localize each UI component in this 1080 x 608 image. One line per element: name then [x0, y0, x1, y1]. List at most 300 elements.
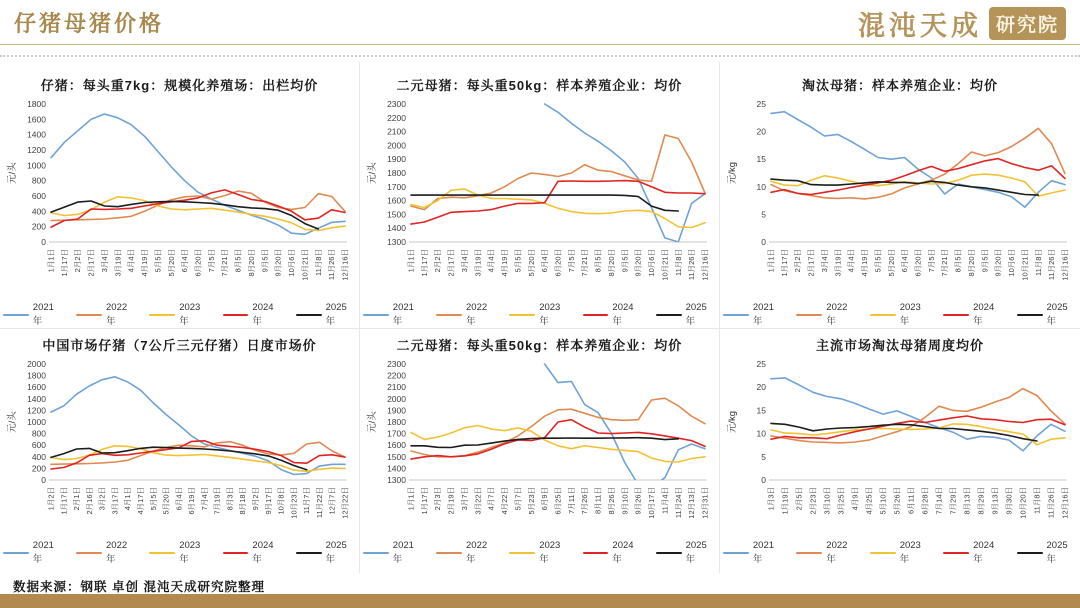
- svg-text:1400: 1400: [26, 393, 46, 404]
- svg-text:9月30日: 9月30日: [1004, 487, 1014, 515]
- legend-label: 2023年: [899, 302, 921, 327]
- svg-text:5月5日: 5月5日: [148, 487, 158, 511]
- svg-text:9月20日: 9月20日: [273, 249, 283, 277]
- chart-canvas: [724, 96, 1076, 304]
- svg-text:11月26日: 11月26日: [686, 249, 696, 281]
- legend-item: [656, 540, 716, 565]
- svg-text:2000: 2000: [26, 359, 46, 369]
- svg-text:7月21日: 7月21日: [219, 249, 229, 277]
- svg-text:1700: 1700: [386, 428, 406, 439]
- svg-text:5月5日: 5月5日: [152, 249, 162, 273]
- svg-text:8月18日: 8月18日: [237, 487, 247, 515]
- legend-item: [76, 540, 136, 565]
- legend-label: 2022年: [106, 302, 128, 327]
- legend-label: 2021年: [752, 540, 775, 565]
- svg-text:2100: 2100: [386, 382, 406, 393]
- svg-text:3月19日: 3月19日: [472, 249, 482, 277]
- legend-swatch: [363, 314, 389, 316]
- chart-cell-binary-sow-weekly: [360, 61, 720, 329]
- chart-legend: [363, 302, 716, 327]
- svg-text:6月9日: 6月9日: [539, 487, 549, 511]
- svg-text:2月17日: 2月17日: [86, 249, 96, 277]
- svg-text:7月5日: 7月5日: [206, 249, 216, 273]
- legend-label: 2021年: [392, 302, 414, 327]
- brand-logo: [858, 4, 1066, 43]
- legend-label: 2025年: [685, 302, 707, 327]
- svg-text:11月4日: 11月4日: [659, 487, 669, 514]
- svg-text:1月17日: 1月17日: [779, 249, 789, 277]
- legend-swatch: [943, 552, 969, 554]
- svg-text:8月5日: 8月5日: [953, 249, 963, 273]
- legend-swatch: [796, 552, 822, 554]
- svg-text:1300: 1300: [386, 475, 406, 485]
- svg-text:9月2日: 9月2日: [250, 487, 260, 511]
- svg-text:5月20日: 5月20日: [526, 249, 536, 277]
- svg-text:10月21日: 10月21日: [659, 249, 669, 281]
- svg-text:1300: 1300: [386, 237, 406, 247]
- legend-swatch: [656, 552, 682, 554]
- svg-text:6月4日: 6月4日: [539, 249, 549, 273]
- svg-text:12月16日: 12月16日: [1060, 487, 1070, 519]
- svg-text:12月31日: 12月31日: [700, 487, 709, 519]
- svg-text:1月1日: 1月1日: [46, 249, 55, 273]
- legend-label: 2025年: [1046, 302, 1068, 327]
- legend-item: [796, 540, 856, 565]
- svg-text:5: 5: [761, 451, 766, 462]
- svg-text:10月6日: 10月6日: [1007, 249, 1017, 277]
- legend-swatch: [656, 314, 682, 316]
- svg-text:15: 15: [756, 405, 766, 416]
- legend-swatch: [436, 314, 462, 316]
- svg-text:3月19日: 3月19日: [833, 249, 843, 277]
- svg-text:6月20日: 6月20日: [913, 249, 923, 277]
- svg-text:1800: 1800: [26, 370, 46, 381]
- legend-swatch: [363, 552, 389, 554]
- svg-text:0: 0: [761, 237, 766, 247]
- svg-text:2月17日: 2月17日: [446, 249, 456, 277]
- svg-text:1月17日: 1月17日: [419, 249, 429, 277]
- svg-text:0: 0: [40, 475, 46, 485]
- svg-text:7月11日: 7月11日: [566, 487, 576, 514]
- svg-text:5月7日: 5月7日: [512, 487, 522, 511]
- legend-item: [583, 540, 643, 565]
- svg-text:10月20日: 10月20日: [1018, 487, 1028, 519]
- svg-text:6月4日: 6月4日: [173, 487, 183, 511]
- svg-text:1月2日: 1月2日: [46, 487, 55, 511]
- chart-grid-row-2: [0, 329, 1080, 573]
- svg-text:1月17日: 1月17日: [419, 487, 429, 515]
- svg-text:1800: 1800: [386, 168, 406, 178]
- brand-logo-text: 混沌天成: [857, 11, 982, 41]
- svg-text:8月5日: 8月5日: [593, 249, 603, 273]
- svg-text:20: 20: [756, 382, 766, 393]
- svg-text:8月20日: 8月20日: [966, 248, 976, 277]
- svg-text:3月10日: 3月10日: [822, 487, 832, 515]
- svg-text:12月7日: 12月7日: [327, 487, 337, 515]
- legend-swatch: [796, 314, 822, 316]
- svg-text:1800: 1800: [26, 99, 46, 109]
- svg-text:1000: 1000: [26, 160, 46, 171]
- svg-text:7月21日: 7月21日: [940, 249, 950, 277]
- svg-text:7月14日: 7月14日: [934, 487, 944, 515]
- svg-text:8月26日: 8月26日: [606, 487, 616, 515]
- svg-text:3月4日: 3月4日: [99, 249, 109, 273]
- svg-text:1400: 1400: [26, 129, 46, 140]
- legend-swatch: [583, 552, 609, 554]
- svg-text:10月21日: 10月21日: [1020, 249, 1030, 281]
- svg-text:10: 10: [756, 181, 766, 192]
- svg-text:6月20日: 6月20日: [553, 249, 562, 277]
- legend-swatch: [296, 552, 322, 554]
- svg-text:1600: 1600: [26, 114, 46, 125]
- chart-title: 主流市场淘汰母猪周度均价: [815, 338, 984, 353]
- chart-title: 仔猪：每头重7kg：规模化养殖场：出栏均价: [40, 78, 319, 93]
- svg-text:元/头: 元/头: [6, 162, 18, 184]
- legend-item: [436, 540, 496, 565]
- chart-canvas: [364, 356, 716, 542]
- legend-swatch: [509, 314, 535, 316]
- legend-label: 2022年: [826, 540, 848, 565]
- legend-swatch: [943, 314, 969, 316]
- svg-text:1600: 1600: [26, 382, 46, 393]
- chart-cell-piglet-weekly: [0, 61, 360, 329]
- legend-item: [870, 302, 930, 327]
- legend-swatch: [870, 314, 896, 316]
- legend-label: 2023年: [179, 540, 201, 565]
- chart-legend: [3, 302, 356, 327]
- legend-swatch: [76, 552, 102, 554]
- legend-item: [436, 302, 496, 327]
- chart-title: 中国市场仔猪（7公斤三元仔猪）日度市场价: [42, 338, 317, 353]
- svg-text:8月13日: 8月13日: [962, 487, 972, 515]
- chart-cell-cull-sow-weekly-avg: [720, 329, 1080, 573]
- svg-text:9月20日: 9月20日: [993, 249, 1003, 277]
- svg-text:11月8日: 11月8日: [673, 249, 683, 276]
- svg-text:4月4日: 4月4日: [846, 249, 856, 273]
- svg-text:2月2日: 2月2日: [793, 249, 803, 273]
- chart-legend: [723, 302, 1077, 327]
- svg-text:6月20日: 6月20日: [193, 249, 202, 277]
- brand-logo-badge: 研究院: [989, 7, 1066, 40]
- legend-item: [149, 302, 209, 327]
- svg-text:11月7日: 11月7日: [301, 487, 311, 514]
- svg-text:25: 25: [756, 99, 766, 109]
- svg-text:8月29日: 8月29日: [976, 487, 986, 515]
- legend-label: 2021年: [752, 302, 775, 327]
- svg-text:7月29日: 7月29日: [948, 487, 958, 515]
- legend-swatch: [76, 314, 102, 316]
- legend-label: 2023年: [539, 302, 561, 327]
- svg-text:400: 400: [31, 451, 46, 462]
- legend-swatch: [1017, 314, 1043, 316]
- svg-text:3月4日: 3月4日: [819, 249, 829, 273]
- legend-item: [656, 302, 716, 327]
- svg-text:12月16日: 12月16日: [700, 249, 709, 281]
- svg-text:10月23日: 10月23日: [288, 487, 298, 519]
- svg-text:2100: 2100: [386, 126, 406, 137]
- legend-label: 2024年: [612, 302, 634, 327]
- svg-text:1月17日: 1月17日: [58, 487, 68, 515]
- svg-text:10月21日: 10月21日: [299, 249, 309, 281]
- svg-text:7月5日: 7月5日: [926, 249, 936, 273]
- legend-swatch: [296, 314, 322, 316]
- legend-swatch: [223, 314, 249, 316]
- svg-text:9月10日: 9月10日: [619, 487, 629, 515]
- svg-text:5月26日: 5月26日: [892, 487, 902, 515]
- legend-item: [363, 540, 423, 565]
- legend-swatch: [583, 314, 609, 316]
- chart-canvas: [4, 96, 356, 304]
- chart-grid-row-1: [0, 61, 1080, 329]
- svg-text:8月3日: 8月3日: [224, 487, 234, 511]
- legend-item: [296, 302, 356, 327]
- svg-text:4月9日: 4月9日: [850, 487, 860, 511]
- svg-text:6月19日: 6月19日: [186, 487, 196, 515]
- svg-text:2300: 2300: [386, 359, 406, 369]
- svg-text:1800: 1800: [386, 417, 406, 427]
- svg-text:11月8日: 11月8日: [1033, 249, 1043, 276]
- legend-swatch: [723, 314, 749, 316]
- svg-text:3月22日: 3月22日: [472, 487, 482, 515]
- svg-text:7月5日: 7月5日: [566, 249, 576, 273]
- legend-item: [3, 540, 63, 565]
- svg-text:9月13日: 9月13日: [990, 487, 1000, 515]
- svg-text:12月22日: 12月22日: [340, 487, 349, 519]
- svg-text:200: 200: [31, 221, 46, 232]
- svg-text:2月3日: 2月3日: [432, 487, 442, 511]
- svg-text:200: 200: [31, 463, 46, 474]
- legend-item: [509, 540, 569, 565]
- legend-label: 2025年: [685, 540, 707, 565]
- chart-canvas: [4, 356, 356, 542]
- legend-item: [1017, 540, 1077, 565]
- legend-swatch: [870, 552, 896, 554]
- legend-swatch: [149, 552, 175, 554]
- svg-text:1900: 1900: [386, 405, 406, 416]
- chart-legend: [3, 540, 356, 565]
- svg-text:1200: 1200: [26, 405, 46, 416]
- svg-text:1500: 1500: [386, 451, 406, 462]
- chart-canvas: [364, 96, 716, 304]
- svg-text:2月1日: 2月1日: [71, 487, 81, 511]
- legend-swatch: [3, 552, 29, 554]
- svg-text:6月4日: 6月4日: [179, 249, 189, 273]
- svg-text:11月24日: 11月24日: [673, 487, 683, 519]
- legend-swatch: [436, 552, 462, 554]
- legend-label: 2023年: [899, 540, 921, 565]
- svg-text:1600: 1600: [386, 440, 406, 451]
- legend-swatch: [149, 314, 175, 316]
- svg-text:12月16日: 12月16日: [1060, 249, 1070, 281]
- svg-text:11月26日: 11月26日: [326, 249, 336, 281]
- svg-text:10月17日: 10月17日: [646, 487, 656, 519]
- svg-text:6月28日: 6月28日: [920, 487, 930, 515]
- svg-text:2月5日: 2月5日: [794, 487, 804, 511]
- legend-label: 2021年: [32, 540, 54, 565]
- legend-label: 2023年: [539, 540, 561, 565]
- svg-text:2000: 2000: [386, 393, 406, 404]
- legend-swatch: [223, 552, 249, 554]
- legend-item: [223, 302, 283, 327]
- svg-text:15: 15: [756, 154, 766, 165]
- legend-label: 2021年: [32, 302, 54, 327]
- bottom-accent-bar: [0, 594, 1080, 608]
- svg-text:1月1日: 1月1日: [406, 249, 415, 273]
- svg-text:1200: 1200: [26, 145, 46, 155]
- svg-text:4月25日: 4月25日: [864, 487, 874, 515]
- legend-label: 2022年: [466, 540, 488, 565]
- svg-text:2月16日: 2月16日: [84, 487, 94, 515]
- svg-text:3月2日: 3月2日: [97, 487, 107, 511]
- svg-text:5: 5: [761, 209, 766, 220]
- svg-text:7月21日: 7月21日: [579, 249, 589, 277]
- chart-cell-china-piglet-daily: [0, 329, 360, 573]
- svg-text:9月26日: 9月26日: [633, 487, 643, 515]
- svg-text:元/头: 元/头: [6, 411, 18, 433]
- legend-label: 2025年: [1046, 540, 1068, 565]
- chart-legend: [723, 540, 1077, 565]
- svg-text:元/kg: 元/kg: [727, 410, 738, 434]
- legend-label: 2023年: [179, 302, 201, 327]
- svg-text:5月10日: 5月10日: [878, 487, 888, 515]
- svg-text:7月26日: 7月26日: [579, 487, 589, 515]
- legend-label: 2025年: [325, 302, 347, 327]
- svg-text:2月2日: 2月2日: [72, 249, 82, 273]
- legend-label: 2024年: [252, 540, 274, 565]
- svg-text:9月5日: 9月5日: [980, 249, 990, 273]
- svg-text:8月11日: 8月11日: [593, 487, 603, 514]
- svg-text:600: 600: [31, 191, 46, 201]
- svg-text:1900: 1900: [386, 154, 406, 165]
- svg-text:4月17日: 4月17日: [135, 487, 145, 515]
- svg-text:1月17日: 1月17日: [59, 249, 69, 277]
- legend-item: [509, 302, 569, 327]
- legend-label: 2022年: [466, 302, 488, 327]
- legend-label: 2024年: [252, 302, 274, 327]
- svg-text:2月23日: 2月23日: [808, 487, 818, 515]
- svg-text:5月5日: 5月5日: [512, 249, 522, 273]
- svg-text:4月4日: 4月4日: [486, 249, 496, 273]
- chart-cell-binary-sow-daily: [360, 329, 720, 573]
- svg-text:12月13日: 12月13日: [686, 487, 696, 519]
- svg-text:4月22日: 4月22日: [499, 487, 509, 515]
- svg-text:7月19日: 7月19日: [212, 487, 222, 515]
- svg-text:2200: 2200: [386, 370, 406, 381]
- legend-swatch: [723, 552, 749, 554]
- legend-label: 2024年: [973, 540, 995, 565]
- svg-text:20: 20: [756, 126, 766, 137]
- page-title: 仔猪母猪价格: [14, 11, 165, 36]
- svg-text:10月8日: 10月8日: [276, 487, 286, 515]
- svg-text:7月4日: 7月4日: [199, 487, 209, 511]
- svg-text:10: 10: [756, 428, 766, 439]
- legend-item: [223, 540, 283, 565]
- svg-text:25: 25: [756, 359, 766, 369]
- svg-text:2月2日: 2月2日: [432, 249, 442, 273]
- svg-text:元/kg: 元/kg: [727, 161, 738, 185]
- svg-text:3月17日: 3月17日: [109, 487, 119, 515]
- chart-title: 二元母猪：每头重50kg：样本养殖企业：均价: [396, 78, 683, 93]
- svg-text:2月19日: 2月19日: [446, 487, 456, 515]
- svg-text:6月4日: 6月4日: [900, 249, 910, 273]
- svg-text:11月26日: 11月26日: [1047, 249, 1057, 281]
- svg-text:1400: 1400: [386, 463, 406, 474]
- svg-text:2200: 2200: [386, 112, 406, 123]
- svg-text:800: 800: [31, 175, 46, 186]
- legend-item: [870, 540, 930, 565]
- chart-title: 二元母猪：每头重50kg：样本养殖企业：均价: [396, 338, 683, 353]
- svg-text:元/头: 元/头: [366, 411, 378, 433]
- svg-text:5月20日: 5月20日: [886, 249, 896, 277]
- svg-text:2月17日: 2月17日: [806, 249, 816, 277]
- svg-text:9月17日: 9月17日: [263, 487, 273, 515]
- svg-text:10月6日: 10月6日: [286, 249, 296, 277]
- legend-swatch: [3, 314, 29, 316]
- svg-text:6月11日: 6月11日: [906, 487, 916, 514]
- legend-label: 2024年: [612, 540, 634, 565]
- svg-text:4月4日: 4月4日: [126, 249, 136, 273]
- svg-text:3月19日: 3月19日: [112, 249, 122, 277]
- svg-text:8月20日: 8月20日: [246, 248, 256, 277]
- legend-item: [3, 302, 63, 327]
- legend-label: 2024年: [973, 302, 995, 327]
- chart-legend: [363, 540, 716, 565]
- svg-text:4月19日: 4月19日: [499, 249, 509, 277]
- svg-text:5月23日: 5月23日: [526, 487, 536, 515]
- legend-item: [943, 540, 1003, 565]
- legend-swatch: [1017, 552, 1043, 554]
- legend-item: [76, 302, 136, 327]
- data-source-note: 数据来源：钢联 卓创 混沌天成研究院整理: [13, 580, 265, 594]
- legend-item: [363, 302, 423, 327]
- chart-canvas: [724, 356, 1076, 542]
- svg-text:5月20日: 5月20日: [161, 487, 171, 515]
- legend-item: [943, 302, 1003, 327]
- svg-text:4月7日: 4月7日: [486, 487, 496, 511]
- svg-text:11月8日: 11月8日: [1032, 487, 1042, 514]
- svg-text:1500: 1500: [386, 209, 406, 220]
- svg-text:1700: 1700: [386, 181, 406, 192]
- svg-text:8月5日: 8月5日: [233, 249, 243, 273]
- svg-text:11月26日: 11月26日: [1046, 487, 1056, 519]
- svg-text:元/头: 元/头: [366, 162, 378, 184]
- chart-title: 淘汰母猪：样本养殖企业：均价: [801, 78, 998, 93]
- legend-item: [149, 540, 209, 565]
- svg-text:3月25日: 3月25日: [836, 487, 846, 515]
- svg-text:10月6日: 10月6日: [646, 249, 656, 277]
- svg-text:8月20日: 8月20日: [606, 248, 616, 277]
- svg-text:2000: 2000: [386, 140, 406, 151]
- svg-text:1400: 1400: [386, 223, 406, 234]
- svg-text:6月25日: 6月25日: [553, 487, 562, 515]
- svg-text:5月20日: 5月20日: [166, 249, 176, 277]
- svg-text:5月5日: 5月5日: [873, 249, 883, 273]
- svg-text:3月7日: 3月7日: [459, 487, 469, 511]
- legend-swatch: [509, 552, 535, 554]
- svg-text:12月16日: 12月16日: [340, 249, 349, 281]
- legend-label: 2022年: [826, 302, 848, 327]
- svg-text:4月19日: 4月19日: [860, 249, 870, 277]
- svg-text:3月4日: 3月4日: [459, 249, 469, 273]
- svg-text:9月5日: 9月5日: [619, 249, 629, 273]
- svg-text:1月19日: 1月19日: [780, 487, 790, 515]
- svg-text:1月1日: 1月1日: [406, 487, 415, 511]
- svg-text:9月5日: 9月5日: [259, 249, 269, 273]
- svg-text:1月3日: 1月3日: [766, 487, 776, 511]
- svg-text:2300: 2300: [386, 99, 406, 109]
- legend-item: [1017, 302, 1077, 327]
- chart-grid: [0, 61, 1080, 573]
